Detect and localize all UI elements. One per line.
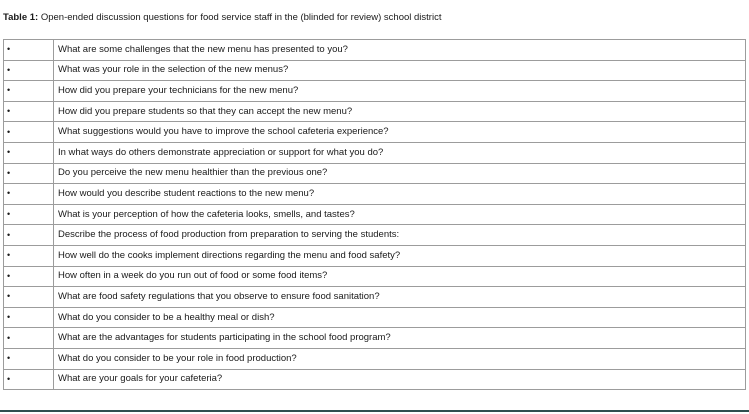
question-text: In what ways do others demonstrate appreciation or support for what you do? xyxy=(54,142,746,163)
bullet-cell xyxy=(4,184,54,205)
bullet-cell xyxy=(4,60,54,81)
bullet-cell xyxy=(4,245,54,266)
bullet-icon: • xyxy=(7,44,11,55)
bullet-icon: • xyxy=(7,353,11,364)
table-row xyxy=(4,225,746,246)
question-text: Do you perceive the new menu healthier than the previous one? xyxy=(54,163,746,184)
table-row xyxy=(4,184,746,205)
question-text: What do you consider to be your role in food production? xyxy=(54,348,746,369)
bullet-cell xyxy=(4,40,54,61)
table-row xyxy=(4,307,746,328)
table-row xyxy=(4,142,746,163)
bullet-cell xyxy=(4,287,54,308)
table-row xyxy=(4,204,746,225)
question-text: How would you describe student reactions to the new menu? xyxy=(54,184,746,205)
bullet-icon: • xyxy=(7,126,11,137)
bullet-icon: • xyxy=(7,85,11,96)
table-row xyxy=(4,369,746,390)
table-caption-label: Table 1: xyxy=(3,12,39,23)
question-text: How well do the cooks implement directions regarding the menu and food safety? xyxy=(54,245,746,266)
bullet-icon: • xyxy=(7,64,11,75)
question-text: Describe the process of food production from preparation to serving the students: xyxy=(54,225,746,246)
question-text: How did you prepare your technicians for the new menu? xyxy=(54,81,746,102)
question-text: What are food safety regulations that you observe to ensure food sanitation? xyxy=(54,287,746,308)
bullet-icon: • xyxy=(7,167,11,178)
table-row xyxy=(4,40,746,61)
bullet-icon: • xyxy=(7,291,11,302)
bullet-cell xyxy=(4,307,54,328)
questions-table-body xyxy=(4,40,746,390)
bullet-cell xyxy=(4,122,54,143)
bullet-icon: • xyxy=(7,373,11,384)
bullet-icon: • xyxy=(7,250,11,261)
questions-table xyxy=(3,39,746,390)
bullet-cell xyxy=(4,369,54,390)
bullet-icon: • xyxy=(7,312,11,323)
table-row xyxy=(4,266,746,287)
bullet-icon: • xyxy=(7,106,11,117)
question-text: How did you prepare students so that they can accept the new menu? xyxy=(54,101,746,122)
table-row xyxy=(4,348,746,369)
question-text: What suggestions would you have to improve the school cafeteria experience? xyxy=(54,122,746,143)
table-row xyxy=(4,60,746,81)
table-row xyxy=(4,245,746,266)
question-text: What are the advantages for students participating in the school food program? xyxy=(54,328,746,349)
question-text: How often in a week do you run out of food or some food items? xyxy=(54,266,746,287)
table-row xyxy=(4,122,746,143)
bullet-cell xyxy=(4,225,54,246)
bullet-cell xyxy=(4,348,54,369)
bullet-icon: • xyxy=(7,209,11,220)
bullet-cell xyxy=(4,142,54,163)
table-caption-text: Open-ended discussion questions for food service staff in the (blinded for review) school district xyxy=(38,12,442,23)
bullet-icon: • xyxy=(7,270,11,281)
table-caption xyxy=(3,11,441,25)
bullet-cell xyxy=(4,266,54,287)
table-row xyxy=(4,81,746,102)
bullet-cell xyxy=(4,163,54,184)
table-row xyxy=(4,287,746,308)
bullet-cell xyxy=(4,328,54,349)
bullet-icon: • xyxy=(7,147,11,158)
table-row xyxy=(4,101,746,122)
bullet-icon: • xyxy=(7,332,11,343)
bottom-divider xyxy=(0,410,749,412)
bullet-cell xyxy=(4,81,54,102)
question-text: What are some challenges that the new menu has presented to you? xyxy=(54,40,746,61)
table-row xyxy=(4,163,746,184)
bullet-cell xyxy=(4,204,54,225)
table-row xyxy=(4,328,746,349)
question-text: What was your role in the selection of the new menus? xyxy=(54,60,746,81)
bullet-icon: • xyxy=(7,229,11,240)
question-text: What is your perception of how the cafeteria looks, smells, and tastes? xyxy=(54,204,746,225)
bullet-icon: • xyxy=(7,188,11,199)
question-text: What do you consider to be a healthy meal or dish? xyxy=(54,307,746,328)
question-text: What are your goals for your cafeteria? xyxy=(54,369,746,390)
bullet-cell xyxy=(4,101,54,122)
